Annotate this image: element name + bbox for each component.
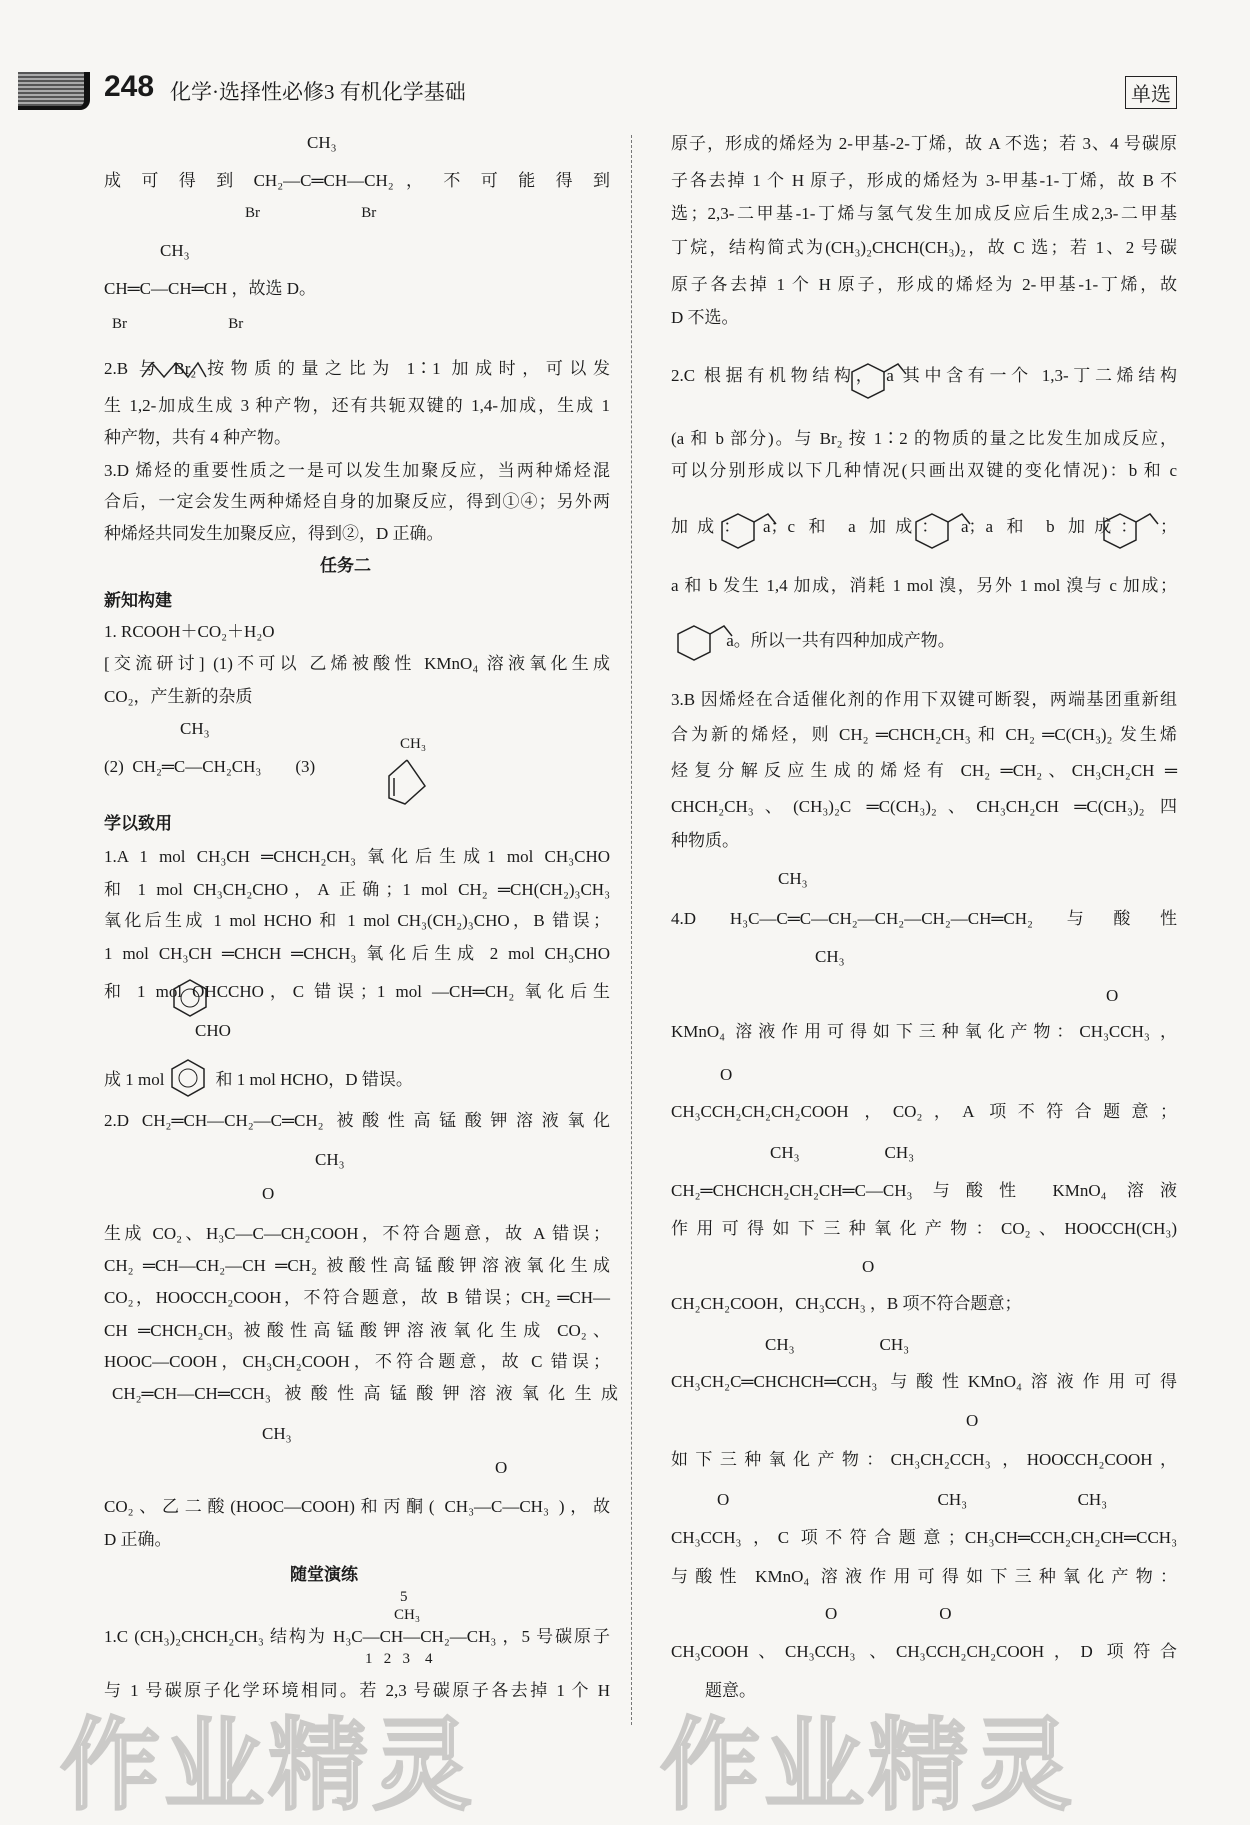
text-line: CH₃CCH₃ ，C 项不符合题意；CH₃CH═CCH₂CH₂CH═CCH₃	[671, 1528, 1177, 1547]
text-line: CH₂ ═CH—CH₂—CH ═CH₂ 被酸性高锰酸钾溶液氧化生成	[104, 1256, 610, 1275]
terpene-structure	[1100, 508, 1160, 558]
text-line: 如下三种氧化产物：CH₃CH₂CCH₃ ，HOOCCH₂COOH，	[671, 1450, 1177, 1469]
text-line: (a 和 b 部分)。与 Br₂ 按 1∶2 的物质的量之比发生加成反应，	[671, 429, 1177, 448]
benzene-ring	[168, 1058, 208, 1098]
cyclopentene-structure	[385, 756, 435, 806]
text-line: 成 1 mol 和 1 mol HCHO，D 错误。	[104, 1070, 413, 1089]
text-line: 种产物，共有 4 种产物。	[104, 428, 291, 447]
text-line: CH₃	[778, 869, 808, 888]
text-line: CH₂═CHCHCH₂CH₂CH═C—CH₃ 与酸性 KMnO₄ 溶液	[671, 1181, 1177, 1200]
text-line: CH₃	[315, 1150, 345, 1169]
text-line: CH₃COOH、CH₃CCH₃ 、CH₃CCH₂CH₂COOH，D 项符合	[671, 1642, 1177, 1661]
text-line: CHO	[195, 1021, 231, 1040]
text-line: 选；2,3-二甲基-1-丁烯与氢气发生加成反应后生成2,3-二甲基	[671, 204, 1177, 223]
text-line: CH₃	[180, 719, 210, 738]
text-line: 种烯烃共同发生加聚反应，得到②，D 正确。	[104, 524, 444, 543]
terpene-structure	[912, 508, 972, 558]
header-decoration	[18, 72, 90, 110]
text-line: 合后，一定会发生两种烯烃自身的加聚反应，得到①④；另外两	[104, 492, 610, 511]
section-heading: 学以致用	[104, 814, 172, 834]
text-line: 2.B 与 Br₂ 按物质的量之比为 1∶1 加成时，可以发	[104, 359, 610, 378]
text-line: CH₃	[394, 1607, 421, 1623]
terpene-structure	[674, 620, 734, 670]
text-line: a 和 b 发生 1,4 加成，消耗 1 mol 溴，另外 1 mol 溴与 c 加成；	[671, 576, 1177, 595]
text-line: 3.D 烯烃的重要性质之一是可以发生加聚反应，当两种烯烃混	[104, 461, 610, 480]
benzene-ring	[170, 978, 210, 1018]
text-line: CH₃	[160, 241, 190, 260]
text-line: 合为新的烯烃，则 CH₂ ═CHCH₂CH₃ 和 CH₂ ═C(CH₃)₂ 发生烯	[671, 725, 1177, 744]
book-title: 化学·选择性必修3 有机化学基础	[170, 80, 466, 104]
text-line: HOOC—COOH，CH₃CH₂COOH，不符合题意，故 C 错误；	[104, 1352, 610, 1371]
text-line: 原子各去掉 1 个 H 原子，形成的烯烃为 2-甲基-1-丁烯，故	[671, 275, 1177, 294]
text-line: O	[495, 1458, 508, 1477]
terpene-structure	[848, 358, 908, 408]
text-line: [交流研讨] (1)不可以 乙烯被酸性 KMnO₄ 溶液氧化生成	[104, 654, 610, 673]
text-line: 1. RCOOH＋CO₂＋H₂O	[104, 622, 275, 641]
terpene-structure	[718, 508, 778, 558]
text-line: 2.D CH₂═CH—CH₂—C═CH₂ 被酸性高锰酸钾溶液氧化	[104, 1111, 610, 1130]
text-line: 题意。	[705, 1681, 756, 1700]
text-line: CH₃	[307, 133, 337, 152]
text-line: 种物质。	[671, 831, 739, 850]
text-line: 1.A 1 mol CH₃CH ═CHCH₂CH₃ 氧化后生成1 mol CH₃CHO	[104, 847, 610, 866]
text-line: 生 1,2-加成生成 3 种产物，还有共轭双键的 1,4-加成，生成 1	[104, 396, 610, 415]
text-line: 与 1 号碳原子化学环境相同。若 2,3 号碳原子各去掉 1 个 H	[104, 1681, 610, 1700]
text-line: 2.C 根据有机物结构， a 其中含有一个 1,3-丁二烯结构	[671, 366, 1177, 385]
watermark-logo: 作业精灵	[60, 1707, 476, 1824]
text-line: 1.C (CH₃)₂CHCH₂CH₃ 结构为 H₃C—CH—CH₂—CH₃ ，5 号碳原子	[104, 1627, 610, 1646]
type-badge: 单选	[1125, 76, 1177, 109]
text-line: Br Br	[112, 316, 244, 332]
text-line: CO₂、乙二酸(HOOC—COOH)和丙酮( CH₃—C—CH₃ )，故	[104, 1497, 610, 1516]
text-line: 氧化后生成 1 mol HCHO 和 1 mol CH₃(CH₂)₃CHO，B 错误；	[104, 911, 610, 930]
text-line: Br Br	[245, 205, 377, 221]
text-line: O CH₃ CH₃	[717, 1490, 1108, 1509]
text-line: O	[966, 1411, 979, 1430]
diene-structure	[140, 355, 210, 385]
text-line: O	[720, 1065, 733, 1084]
text-line: 可以分别形成以下几种情况(只画出双键的变化情况)：b 和 c	[671, 461, 1177, 480]
text-line: O	[862, 1257, 875, 1276]
text-line: CH₃	[262, 1424, 292, 1443]
text-line: O	[1106, 986, 1119, 1005]
text-line: 和 1 mol CH₃CH₂CHO，A 正确；1 mol CH₂ ═CH(CH₂)₃CH₃	[104, 880, 610, 899]
text-line: CH₃	[815, 947, 845, 966]
text-line: 5	[400, 1589, 408, 1605]
text-line: CH═C—CH═CH ，故选 D。	[104, 279, 317, 298]
text-line: CH₂CH₂COOH，CH₃CCH₃ ，B 项不符合题意；	[671, 1294, 1022, 1313]
text-line: 1 mol CH₃CH ═CHCH ═CHCH₃ 氧化后生成 2 mol CH₃CHO	[104, 944, 610, 963]
text-line: 生成 CO₂、H₃C—C—CH₂COOH，不符合题意，故 A 错误；	[104, 1224, 610, 1243]
text-line: 原子，形成的烯烃为 2-甲基-2-丁烯，故 A 不选；若 3、4 号碳原	[671, 134, 1177, 153]
text-line: D 不选。	[671, 308, 739, 327]
column-divider	[631, 135, 632, 1725]
text-line: 与酸性 KMnO₄ 溶液作用可得如下三种氧化产物：	[671, 1567, 1177, 1586]
text-line: CH₃CCH₂CH₂CH₂COOH ，CO₂，A 项不符合题意；	[671, 1102, 1177, 1121]
text-line: 加成： a；c 和 a 加成： a；a 和 b 加成： ；	[671, 517, 1177, 536]
text-line: CH₂═CH—CH═CCH₃ 被酸性高锰酸钾溶液氧化生成	[112, 1384, 618, 1403]
text-line: O	[262, 1184, 275, 1203]
text-line: 3.B 因烯烃在合适催化剂的作用下双键可断裂，两端基团重新组	[671, 690, 1177, 709]
text-line: 和 1 mol OHCCHO，C 错误；1 mol —CH═CH₂ 氧化后生	[104, 982, 610, 1001]
text-line: CHCH₂CH₃、(CH₃)₂C ═C(CH₃)₂、CH₃CH₂CH ═C(CH₃)₂ 四	[671, 797, 1177, 816]
section-heading: 任务二	[320, 556, 371, 576]
text-line: CH ═CHCH₂CH₃ 被酸性高锰酸钾溶液氧化生成 CO₂、	[104, 1321, 610, 1340]
text-line: CO₂，产生新的杂质	[104, 687, 253, 706]
text-line: CH₃ CH₃	[765, 1335, 910, 1354]
text-line: D 正确。	[104, 1530, 172, 1549]
text-line: O O	[825, 1604, 952, 1623]
text-line: CH₃ CH₃	[770, 1143, 915, 1162]
section-heading: 新知构建	[104, 591, 172, 611]
text-line: 子各去掉 1 个 H 原子，形成的烯烃为 3-甲基-1-丁烯，故 B 不	[671, 171, 1177, 190]
text-line: CO₂，HOOCCH₂COOH，不符合题意，故 B 错误；CH₂ ═CH—	[104, 1288, 610, 1307]
watermark-logo: 作业精灵	[660, 1707, 1076, 1824]
text-line: KMnO₄ 溶液作用可得如下三种氧化产物：CH₃CCH₃ ，	[671, 1022, 1177, 1041]
text-line: a。所以一共有四种加成产物。	[671, 631, 955, 650]
text-line: 1 2 3 4	[365, 1651, 433, 1667]
page-number: 248	[104, 70, 155, 103]
section-heading: 随堂演练	[290, 1565, 358, 1585]
text-line: CH₃	[400, 736, 427, 752]
text-line: CH₃CH₂C═CHCHCH═CCH₃ 与酸性KMnO₄溶液作用可得	[671, 1372, 1177, 1391]
text-line: 4.D H₃C—C═C—CH₂—CH₂—CH₂—CH═CH₂ 与酸性	[671, 909, 1177, 928]
text-line: 作用可得如下三种氧化产物：CO₂、HOOCCH(CH₃)	[671, 1219, 1177, 1238]
text-line: (2) CH₂═C—CH₂CH₃ (3)	[104, 757, 316, 776]
text-line: 成 可 得 到 CH₂—C═CH—CH₂ ， 不 可 能 得 到	[104, 171, 610, 190]
text-line: 烃复分解反应生成的烯烃有 CH₂ ═CH₂、CH₃CH₂CH ═	[671, 761, 1177, 780]
text-line: 丁烷，结构简式为(CH₃)₂CHCH(CH₃)₂，故 C 选；若 1、2 号碳	[671, 238, 1177, 257]
